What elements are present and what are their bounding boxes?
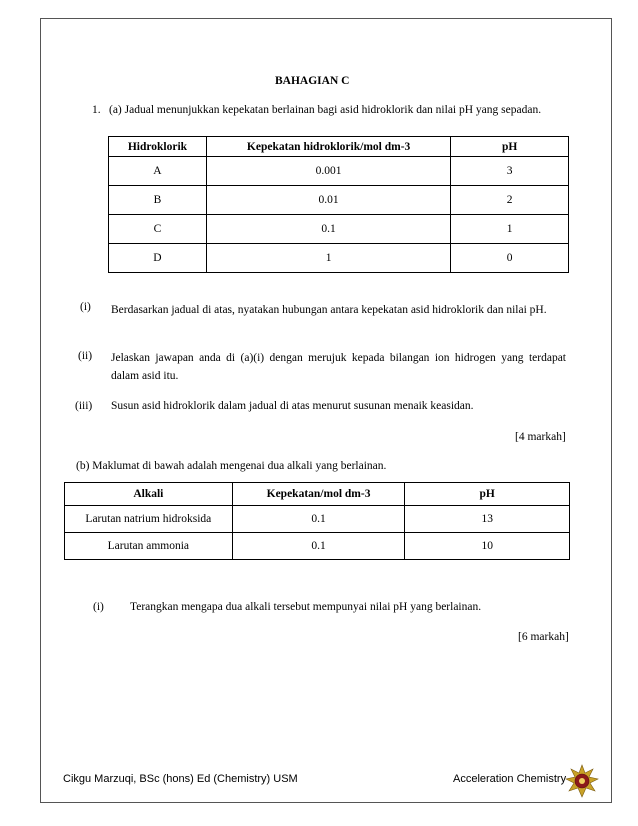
marks-label: [4 markah]	[515, 431, 566, 443]
table-cell: 1	[451, 215, 569, 244]
table-cell: 0.01	[206, 186, 450, 215]
sub-question-iii-text: Susun asid hidroklorik dalam jadual di atas menurut susunan menaik keasidan.	[111, 400, 474, 412]
table-row	[65, 533, 570, 560]
footer-author: Cikgu Marzuqi, BSc (hons) Ed (Chemistry) USM	[63, 773, 298, 785]
sub-question-label: (i)	[93, 601, 104, 613]
table-cell: 2	[451, 186, 569, 215]
table-cell: 0.1	[232, 533, 405, 560]
sub-question-label: (ii)	[78, 350, 93, 362]
table-cell: D	[109, 244, 207, 273]
sub-question-i-text: Berdasarkan jadual di atas, nyatakan hubungan antara kepekatan asid hidroklorik dan nilai pH.	[111, 304, 547, 316]
footer-title: Acceleration Chemistry	[453, 773, 567, 785]
table-header: Kepekatan/mol dm-3	[232, 483, 405, 506]
table-header: pH	[451, 137, 569, 157]
table-cell: 10	[405, 533, 570, 560]
hcl-table	[108, 136, 569, 273]
table-cell: Larutan ammonia	[65, 533, 233, 560]
table-cell: B	[109, 186, 207, 215]
table-row	[109, 157, 569, 186]
table-row	[109, 244, 569, 273]
table-cell: Larutan natrium hidroksida	[65, 506, 233, 533]
table-cell: 3	[451, 157, 569, 186]
question-1a-intro: (a) Jadual menunjukkan kepekatan berlainan bagi asid hidroklorik dan nilai pH yang sepadan.	[109, 104, 542, 116]
table-cell: 0.1	[206, 215, 450, 244]
sub-question-label: (i)	[80, 301, 91, 313]
table-cell: 0.1	[232, 506, 405, 533]
school-crest-icon	[565, 764, 599, 798]
table-cell: 13	[405, 506, 570, 533]
sub-question-b-i-text: Terangkan mengapa dua alkali tersebut mempunyai nilai pH yang berlainan.	[130, 601, 482, 613]
table-row	[109, 186, 569, 215]
section-title: BAHAGIAN C	[275, 75, 350, 87]
table-cell: A	[109, 157, 207, 186]
table-header: pH	[405, 483, 570, 506]
table-cell: 1	[206, 244, 450, 273]
table-cell: 0	[451, 244, 569, 273]
sub-question-ii-text: Jelaskan jawapan anda di (a)(i) dengan merujuk kepada bilangan ion hidrogen yang terdapat dalam asid itu.	[111, 352, 566, 382]
table-cell: 0.001	[206, 157, 450, 186]
alkali-table	[64, 482, 570, 560]
question-1b-intro: (b) Maklumat di bawah adalah mengenai dua alkali yang berlainan.	[76, 460, 387, 472]
table-header: Kepekatan hidroklorik/mol dm-3	[206, 137, 450, 157]
table-header: Hidroklorik	[109, 137, 207, 157]
sub-question-label: (iii)	[75, 400, 93, 412]
table-cell: C	[109, 215, 207, 244]
marks-label: [6 markah]	[518, 631, 569, 643]
question-number: 1.	[92, 104, 101, 116]
table-row	[65, 506, 570, 533]
table-row	[109, 215, 569, 244]
table-header: Alkali	[65, 483, 233, 506]
